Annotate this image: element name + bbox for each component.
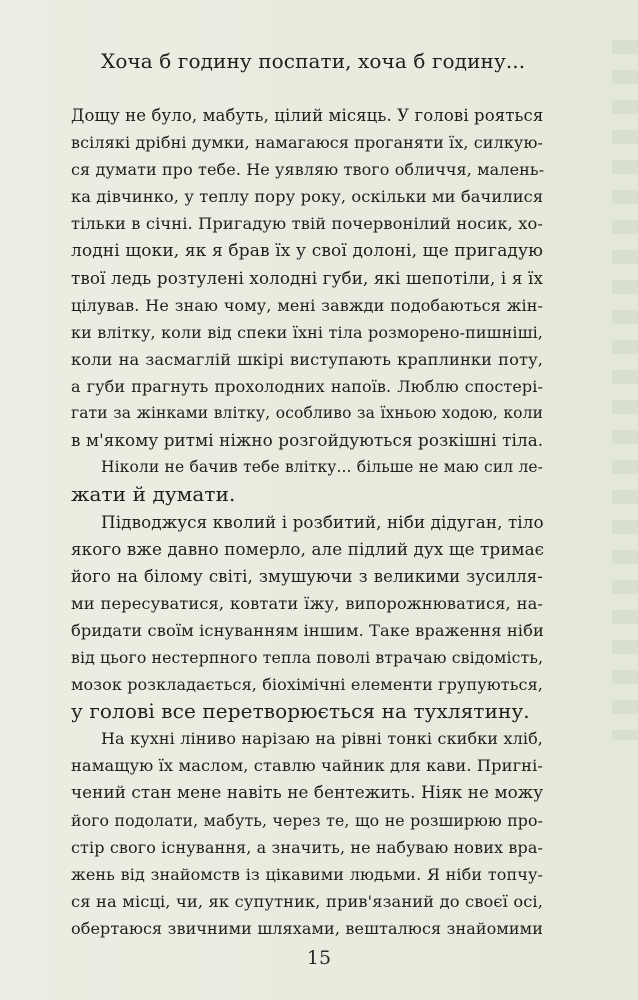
text-line: На кухні ліниво нарізаю на рівні тонкі скибки хліб, <box>101 729 543 749</box>
text-line: в м'якому ритмі ніжно розгойдуються розкішні тіла. <box>71 430 544 451</box>
text-line: тільки в січні. Пригадую твій почервонілий носик, хо- <box>71 214 543 234</box>
text-line: твої ледь розтулені холодні губи, які шепотіли, і я їх <box>71 267 543 288</box>
text-line: якого вже давно померло, але підлий дух ще тримає <box>71 538 545 559</box>
text-line: жати й думати. <box>71 482 236 507</box>
text-line: а губи прагнуть прохолодних напоїв. Люблю спостері- <box>71 377 543 397</box>
text-line: бридати своїм існуванням іншим. Таке враження ніби <box>71 620 544 640</box>
text-line: у голові все перетворюється на тухлятину. <box>71 699 530 724</box>
text-line: його на білому світі, змушуючи з великими зусилля- <box>71 566 543 586</box>
text-line: Дощу не було, мабуть, цілий місяць. У голові рояться <box>71 106 544 126</box>
text-line: його подолати, мабуть, через те, що не розширюю про- <box>71 810 543 830</box>
text-line: стір свого існування, а значить, не набуваю нових вра- <box>71 837 543 857</box>
text-line: гати за жінками влітку, особливо за їхньою ходою, коли <box>71 404 543 423</box>
text-line: від цього нестерпного тепла поволі втрачаю свідомість, <box>71 647 544 667</box>
text-line: всілякі дрібні думки, намагаюся проганяти їх, силкую- <box>71 133 543 153</box>
text-line: ми пересуватися, ковтати їжу, випорожнюватися, на- <box>71 593 543 613</box>
text-line: ся на місці, чи, як супутник, прив'язаний до своєї осі, <box>71 891 543 911</box>
paragraph-gap <box>71 75 543 102</box>
text-line: ки влітку, коли від спеки їхні тіла розморено-пишніші, <box>71 322 543 342</box>
text-line: Хоча б годину поспати, хоча б годину... <box>101 49 526 73</box>
text-line: коли на засмаглій шкірі виступають краплинки поту, <box>71 349 543 369</box>
text-line: ся думати про тебе. Не уявляю твого обличчя, малень- <box>71 160 545 180</box>
body-text <box>71 48 543 942</box>
text-line: Ніколи не бачив тебе влітку... більше не маю сил ле- <box>101 458 543 477</box>
text-line: лодні щоки, як я брав їх у свої долоні, ще пригадую <box>71 240 543 261</box>
text-line: обертаюся звичними шляхами, вешталюся знайомими <box>71 918 543 938</box>
text-line: цілував. Не знаю чому, мені завжди подобаються жін- <box>71 295 543 315</box>
show-through-shadow <box>612 40 638 740</box>
text-line: мозок розкладається, біохімічні елементи групуються, <box>71 675 543 695</box>
text-line: Підводжуся кволий і розбитий, ніби дідуган, тіло <box>101 511 544 532</box>
text-line: чений стан мене навіть не бентежить. Ніяк не можу <box>71 782 544 803</box>
page-number: 15 <box>306 947 332 969</box>
text-line: жень від знайомств із цікавими людьми. Я ніби топчу- <box>71 864 543 884</box>
text-line: ка дівчинко, у теплу пору року, оскільки ми бачилися <box>71 187 544 207</box>
text-line: намащую їх маслом, ставлю чайник для кави. Пригні- <box>71 756 544 776</box>
